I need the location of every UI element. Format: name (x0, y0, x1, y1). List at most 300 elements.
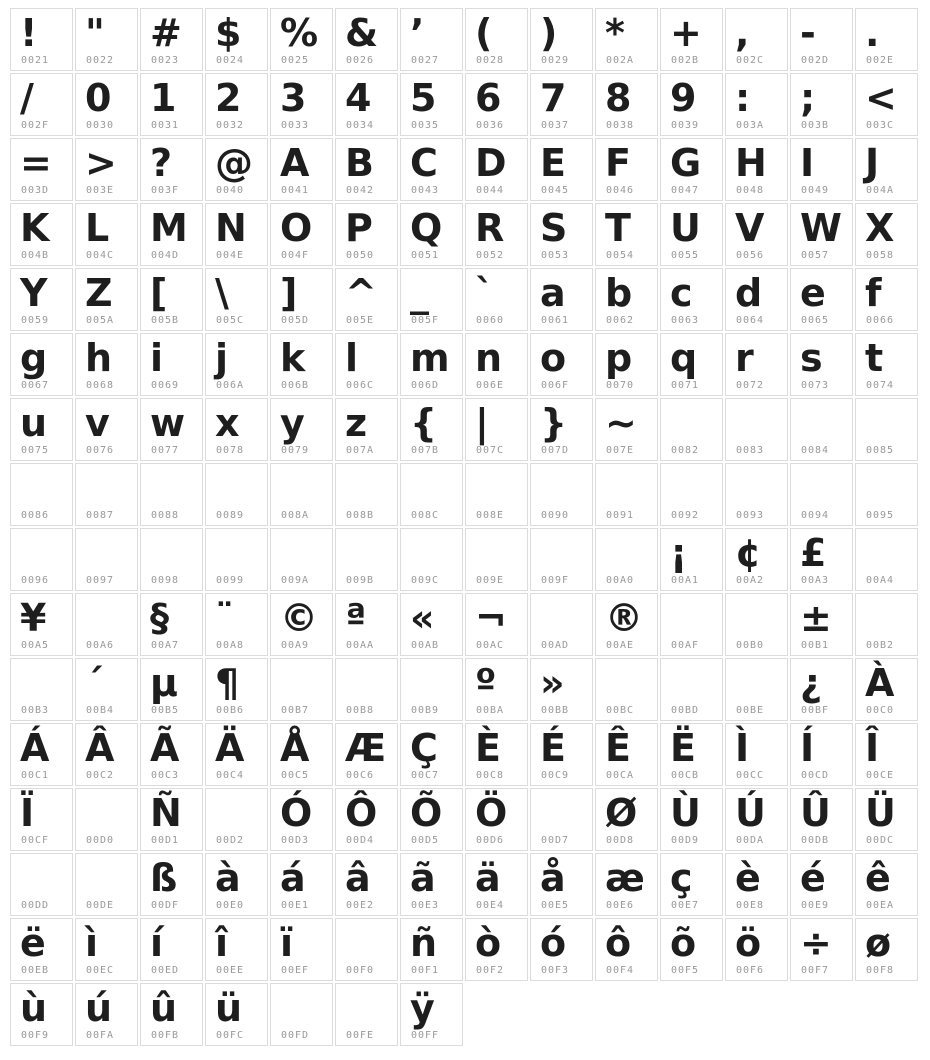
glyph-cell (335, 723, 398, 786)
codepoint-label: 004A (866, 185, 895, 196)
glyph-cell (790, 203, 853, 266)
glyph-cell (530, 333, 593, 396)
codepoint-label: 0057 (801, 250, 830, 261)
glyph-character: < (865, 76, 896, 120)
glyph-character: B (345, 141, 373, 185)
glyph-cell (465, 333, 528, 396)
glyph-character: ì (85, 921, 98, 965)
glyph-cell (140, 8, 203, 71)
glyph-character: g (20, 336, 47, 380)
glyph-cell (335, 918, 398, 981)
glyph-cell (855, 203, 918, 266)
codepoint-label: 0035 (411, 120, 440, 131)
codepoint-label: 00B0 (736, 640, 765, 651)
glyph-cell (465, 138, 528, 201)
glyph-cell (75, 203, 138, 266)
codepoint-label: 00C0 (866, 705, 895, 716)
codepoint-label: 0039 (671, 120, 700, 131)
glyph-character: ÷ (800, 921, 831, 965)
glyph-cell (335, 73, 398, 136)
glyph-cell (10, 593, 73, 656)
glyph-cell (75, 138, 138, 201)
glyph-character: p (605, 336, 632, 380)
glyph-character: © (280, 596, 317, 640)
glyph-character: ~ (605, 401, 636, 445)
glyph-character: ] (280, 271, 297, 315)
codepoint-label: 0028 (476, 55, 505, 66)
glyph-cell (140, 333, 203, 396)
glyph-character: m (410, 336, 449, 380)
glyph-character: í (150, 921, 163, 965)
glyph-cell (725, 788, 788, 851)
glyph-cell (400, 463, 463, 526)
glyph-character: V (735, 206, 764, 250)
glyph-cell (725, 528, 788, 591)
glyph-character: Ç (410, 726, 437, 770)
codepoint-label: 00D0 (86, 835, 115, 846)
codepoint-label: 0055 (671, 250, 700, 261)
codepoint-label: 0079 (281, 445, 310, 456)
codepoint-label: 00E3 (411, 900, 440, 911)
glyph-cell (205, 398, 268, 461)
codepoint-label: 0069 (151, 380, 180, 391)
codepoint-label: 00C2 (86, 770, 115, 781)
glyph-character: ï (280, 921, 293, 965)
codepoint-label: 004B (21, 250, 50, 261)
glyph-cell (400, 853, 463, 916)
codepoint-label: 00A6 (86, 640, 115, 651)
codepoint-label: 00DD (21, 900, 50, 911)
codepoint-label: 0033 (281, 120, 310, 131)
codepoint-label: 0082 (671, 445, 700, 456)
codepoint-label: 006F (541, 380, 570, 391)
glyph-cell (595, 593, 658, 656)
glyph-cell (270, 853, 333, 916)
glyph-character: z (345, 401, 367, 445)
glyph-cell (790, 918, 853, 981)
glyph-cell (270, 73, 333, 136)
glyph-cell (270, 983, 333, 1046)
codepoint-label: 0023 (151, 55, 180, 66)
glyph-cell (465, 8, 528, 71)
glyph-character: Ê (605, 726, 630, 770)
codepoint-label: 005C (216, 315, 245, 326)
glyph-character: M (150, 206, 187, 250)
glyph-character: ä (475, 856, 500, 900)
codepoint-label: 00FE (346, 1030, 375, 1041)
glyph-cell (10, 398, 73, 461)
glyph-cell (400, 73, 463, 136)
glyph-cell (75, 8, 138, 71)
glyph-character: « (410, 596, 434, 640)
glyph-character: ç (670, 856, 692, 900)
glyph-character: , (735, 11, 749, 55)
glyph-character: Ä (215, 726, 244, 770)
glyph-cell (465, 73, 528, 136)
codepoint-label: 003E (86, 185, 115, 196)
codepoint-label: 00CE (866, 770, 895, 781)
glyph-cell (75, 333, 138, 396)
codepoint-label: 00A0 (606, 575, 635, 586)
codepoint-label: 00F2 (476, 965, 505, 976)
glyph-character: 4 (345, 76, 371, 120)
glyph-cell (335, 268, 398, 331)
glyph-cell (855, 528, 918, 591)
glyph-character: » (540, 661, 564, 705)
glyph-cell (790, 268, 853, 331)
glyph-cell (725, 138, 788, 201)
glyph-character: = (20, 141, 51, 185)
glyph-character: Ã (150, 726, 179, 770)
glyph-cell (660, 268, 723, 331)
codepoint-label: 00FD (281, 1030, 310, 1041)
codepoint-label: 0058 (866, 250, 895, 261)
codepoint-label: 00AE (606, 640, 635, 651)
glyph-character: i (150, 336, 163, 380)
glyph-cell (75, 788, 138, 851)
codepoint-label: 0051 (411, 250, 440, 261)
codepoint-label: 00F0 (346, 965, 375, 976)
glyph-cell (855, 333, 918, 396)
glyph-cell (660, 73, 723, 136)
glyph-cell (465, 853, 528, 916)
glyph-cell (725, 333, 788, 396)
codepoint-label: 0043 (411, 185, 440, 196)
codepoint-label: 00C5 (281, 770, 310, 781)
codepoint-label: 005A (86, 315, 115, 326)
glyph-cell (10, 723, 73, 786)
glyph-cell (75, 593, 138, 656)
codepoint-label: 0075 (21, 445, 50, 456)
codepoint-label: 0060 (476, 315, 505, 326)
glyph-cell (400, 723, 463, 786)
codepoint-label: 002D (801, 55, 830, 66)
codepoint-label: 0089 (216, 510, 245, 521)
glyph-cell (10, 853, 73, 916)
codepoint-label: 0074 (866, 380, 895, 391)
codepoint-label: 00E8 (736, 900, 765, 911)
codepoint-label: 00F3 (541, 965, 570, 976)
codepoint-label: 00C9 (541, 770, 570, 781)
glyph-character: Q (410, 206, 442, 250)
codepoint-label: 009B (346, 575, 375, 586)
glyph-cell (205, 658, 268, 721)
codepoint-label: 00EF (281, 965, 310, 976)
glyph-character: E (540, 141, 565, 185)
glyph-cell (595, 203, 658, 266)
glyph-character: ë (20, 921, 45, 965)
codepoint-label: 00DB (801, 835, 830, 846)
glyph-cell (400, 658, 463, 721)
glyph-cell (400, 788, 463, 851)
glyph-cell (400, 398, 463, 461)
codepoint-label: 00CB (671, 770, 700, 781)
glyph-cell (75, 983, 138, 1046)
glyph-cell (10, 203, 73, 266)
codepoint-label: 0064 (736, 315, 765, 326)
codepoint-label: 00FA (86, 1030, 115, 1041)
codepoint-label: 007D (541, 445, 570, 456)
glyph-character: ¢ (735, 531, 761, 575)
glyph-cell (855, 723, 918, 786)
codepoint-label: 0044 (476, 185, 505, 196)
glyph-cell (75, 723, 138, 786)
glyph-cell (270, 528, 333, 591)
codepoint-label: 0071 (671, 380, 700, 391)
glyph-character: ! (20, 11, 37, 55)
glyph-character: Í (800, 726, 814, 770)
glyph-character: I (800, 141, 814, 185)
codepoint-label: 00FC (216, 1030, 245, 1041)
codepoint-label: 0091 (606, 510, 635, 521)
glyph-character: x (215, 401, 239, 445)
codepoint-label: 0042 (346, 185, 375, 196)
codepoint-label: 0086 (21, 510, 50, 521)
glyph-cell (270, 203, 333, 266)
glyph-cell (335, 788, 398, 851)
codepoint-label: 00C7 (411, 770, 440, 781)
codepoint-label: 00D2 (216, 835, 245, 846)
glyph-cell (465, 268, 528, 331)
glyph-character: ÿ (410, 986, 434, 1030)
codepoint-label: 005D (281, 315, 310, 326)
codepoint-label: 0092 (671, 510, 700, 521)
codepoint-label: 006B (281, 380, 310, 391)
codepoint-label: 0030 (86, 120, 115, 131)
codepoint-label: 0076 (86, 445, 115, 456)
glyph-cell (10, 658, 73, 721)
glyph-character: P (345, 206, 372, 250)
glyph-cell (660, 333, 723, 396)
glyph-cell (725, 463, 788, 526)
codepoint-label: 009E (476, 575, 505, 586)
glyph-cell (595, 463, 658, 526)
glyph-character: d (735, 271, 762, 315)
glyph-cell (400, 8, 463, 71)
glyph-cell (10, 333, 73, 396)
glyph-character: Ü (865, 791, 895, 835)
glyph-cell (855, 853, 918, 916)
glyph-cell (595, 723, 658, 786)
codepoint-label: 005F (411, 315, 440, 326)
codepoint-label: 00D9 (671, 835, 700, 846)
glyph-cell (465, 203, 528, 266)
glyph-character: ã (410, 856, 435, 900)
glyph-character: _ (410, 271, 428, 315)
glyph-cell (140, 398, 203, 461)
glyph-cell (595, 528, 658, 591)
glyph-cell (595, 853, 658, 916)
glyph-character: s (800, 336, 822, 380)
codepoint-label: 0053 (541, 250, 570, 261)
glyph-character: ^ (345, 271, 376, 315)
codepoint-label: 00F6 (736, 965, 765, 976)
glyph-cell (530, 658, 593, 721)
codepoint-label: 0066 (866, 315, 895, 326)
codepoint-label: 00F1 (411, 965, 440, 976)
codepoint-label: 00E7 (671, 900, 700, 911)
glyph-character: } (540, 401, 567, 445)
glyph-cell (595, 138, 658, 201)
codepoint-label: 004E (216, 250, 245, 261)
glyph-cell (725, 398, 788, 461)
glyph-character: U (670, 206, 700, 250)
codepoint-label: 00A2 (736, 575, 765, 586)
codepoint-label: 003A (736, 120, 765, 131)
glyph-cell (140, 463, 203, 526)
glyph-cell (400, 593, 463, 656)
glyph-cell (205, 918, 268, 981)
glyph-character: Ö (475, 791, 507, 835)
codepoint-label: 007A (346, 445, 375, 456)
glyph-cell (725, 268, 788, 331)
codepoint-label: 00F5 (671, 965, 700, 976)
glyph-cell (75, 73, 138, 136)
glyph-character: â (345, 856, 370, 900)
glyph-character: ò (475, 921, 501, 965)
codepoint-label: 00D7 (541, 835, 570, 846)
codepoint-label: 00E6 (606, 900, 635, 911)
codepoint-label: 006E (476, 380, 505, 391)
codepoint-label: 0056 (736, 250, 765, 261)
glyph-cell (790, 8, 853, 71)
codepoint-label: 0084 (801, 445, 830, 456)
codepoint-label: 0045 (541, 185, 570, 196)
glyph-character: ñ (410, 921, 437, 965)
glyph-cell (270, 8, 333, 71)
codepoint-label: 002E (866, 55, 895, 66)
glyph-character: l (345, 336, 358, 380)
glyph-cell (270, 138, 333, 201)
glyph-cell (400, 918, 463, 981)
glyph-cell (660, 203, 723, 266)
glyph-cell (335, 8, 398, 71)
glyph-cell (270, 918, 333, 981)
glyph-character: u (20, 401, 47, 445)
glyph-cell (270, 658, 333, 721)
codepoint-label: 0077 (151, 445, 180, 456)
glyph-character: ± (800, 596, 831, 640)
codepoint-label: 00C6 (346, 770, 375, 781)
codepoint-label: 00AA (346, 640, 375, 651)
glyph-cell (660, 788, 723, 851)
glyph-cell (530, 853, 593, 916)
glyph-cell (140, 918, 203, 981)
glyph-character: Z (85, 271, 112, 315)
glyph-cell (465, 593, 528, 656)
glyph-cell (725, 203, 788, 266)
glyph-character: § (150, 596, 168, 640)
glyph-cell (660, 528, 723, 591)
glyph-cell (205, 333, 268, 396)
codepoint-label: 00EC (86, 965, 115, 976)
glyph-cell (205, 853, 268, 916)
glyph-character: ; (800, 76, 815, 120)
glyph-character: Á (20, 726, 49, 770)
glyph-character: n (475, 336, 502, 380)
glyph-cell (270, 333, 333, 396)
glyph-character: À (865, 661, 894, 705)
glyph-cell (140, 73, 203, 136)
codepoint-label: 0022 (86, 55, 115, 66)
codepoint-label: 00D4 (346, 835, 375, 846)
codepoint-label: 00DC (866, 835, 895, 846)
glyph-character: È (475, 726, 500, 770)
codepoint-label: 0040 (216, 185, 245, 196)
glyph-cell (205, 8, 268, 71)
codepoint-label: 0063 (671, 315, 700, 326)
glyph-cell (335, 203, 398, 266)
glyph-character: { (410, 401, 437, 445)
glyph-cell (140, 788, 203, 851)
codepoint-label: 00B6 (216, 705, 245, 716)
codepoint-label: 005B (151, 315, 180, 326)
codepoint-label: 00A1 (671, 575, 700, 586)
glyph-cell (855, 788, 918, 851)
codepoint-label: 0036 (476, 120, 505, 131)
glyph-cell (790, 138, 853, 201)
glyph-character: X (865, 206, 894, 250)
glyph-character: Ï (20, 791, 34, 835)
codepoint-label: 00B5 (151, 705, 180, 716)
glyph-character: É (540, 726, 565, 770)
glyph-character: ` (475, 271, 493, 315)
codepoint-label: 00BC (606, 705, 635, 716)
glyph-cell (530, 788, 593, 851)
glyph-cell (75, 658, 138, 721)
glyph-cell (205, 593, 268, 656)
glyph-character: r (735, 336, 753, 380)
glyph-cell (465, 788, 528, 851)
codepoint-label: 005E (346, 315, 375, 326)
codepoint-label: 00DE (86, 900, 115, 911)
glyph-character: \ (215, 271, 228, 315)
glyph-cell (270, 463, 333, 526)
codepoint-label: 00F4 (606, 965, 635, 976)
glyph-character: ¶ (215, 661, 239, 705)
codepoint-label: 00D8 (606, 835, 635, 846)
glyph-cell (660, 593, 723, 656)
glyph-character: T (605, 206, 630, 250)
glyph-character: K (20, 206, 49, 250)
codepoint-label: 00EB (21, 965, 50, 976)
codepoint-label: 00B7 (281, 705, 310, 716)
codepoint-label: 00E5 (541, 900, 570, 911)
codepoint-label: 00CA (606, 770, 635, 781)
codepoint-label: 00C8 (476, 770, 505, 781)
glyph-cell (530, 918, 593, 981)
codepoint-label: 0087 (86, 510, 115, 521)
glyph-character: Å (280, 726, 309, 770)
glyph-character: | (475, 401, 488, 445)
glyph-cell (595, 788, 658, 851)
codepoint-label: 00A3 (801, 575, 830, 586)
glyph-character: á (280, 856, 305, 900)
glyph-character: H (735, 141, 766, 185)
codepoint-label: 00AD (541, 640, 570, 651)
glyph-cell (205, 788, 268, 851)
glyph-cell (10, 138, 73, 201)
codepoint-label: 00EA (866, 900, 895, 911)
glyph-cell (660, 918, 723, 981)
codepoint-label: 00FF (411, 1030, 440, 1041)
glyph-cell (790, 463, 853, 526)
glyph-character: ¿ (800, 661, 822, 705)
glyph-cell (205, 463, 268, 526)
glyph-cell (855, 268, 918, 331)
codepoint-label: 0098 (151, 575, 180, 586)
glyph-cell (400, 528, 463, 591)
